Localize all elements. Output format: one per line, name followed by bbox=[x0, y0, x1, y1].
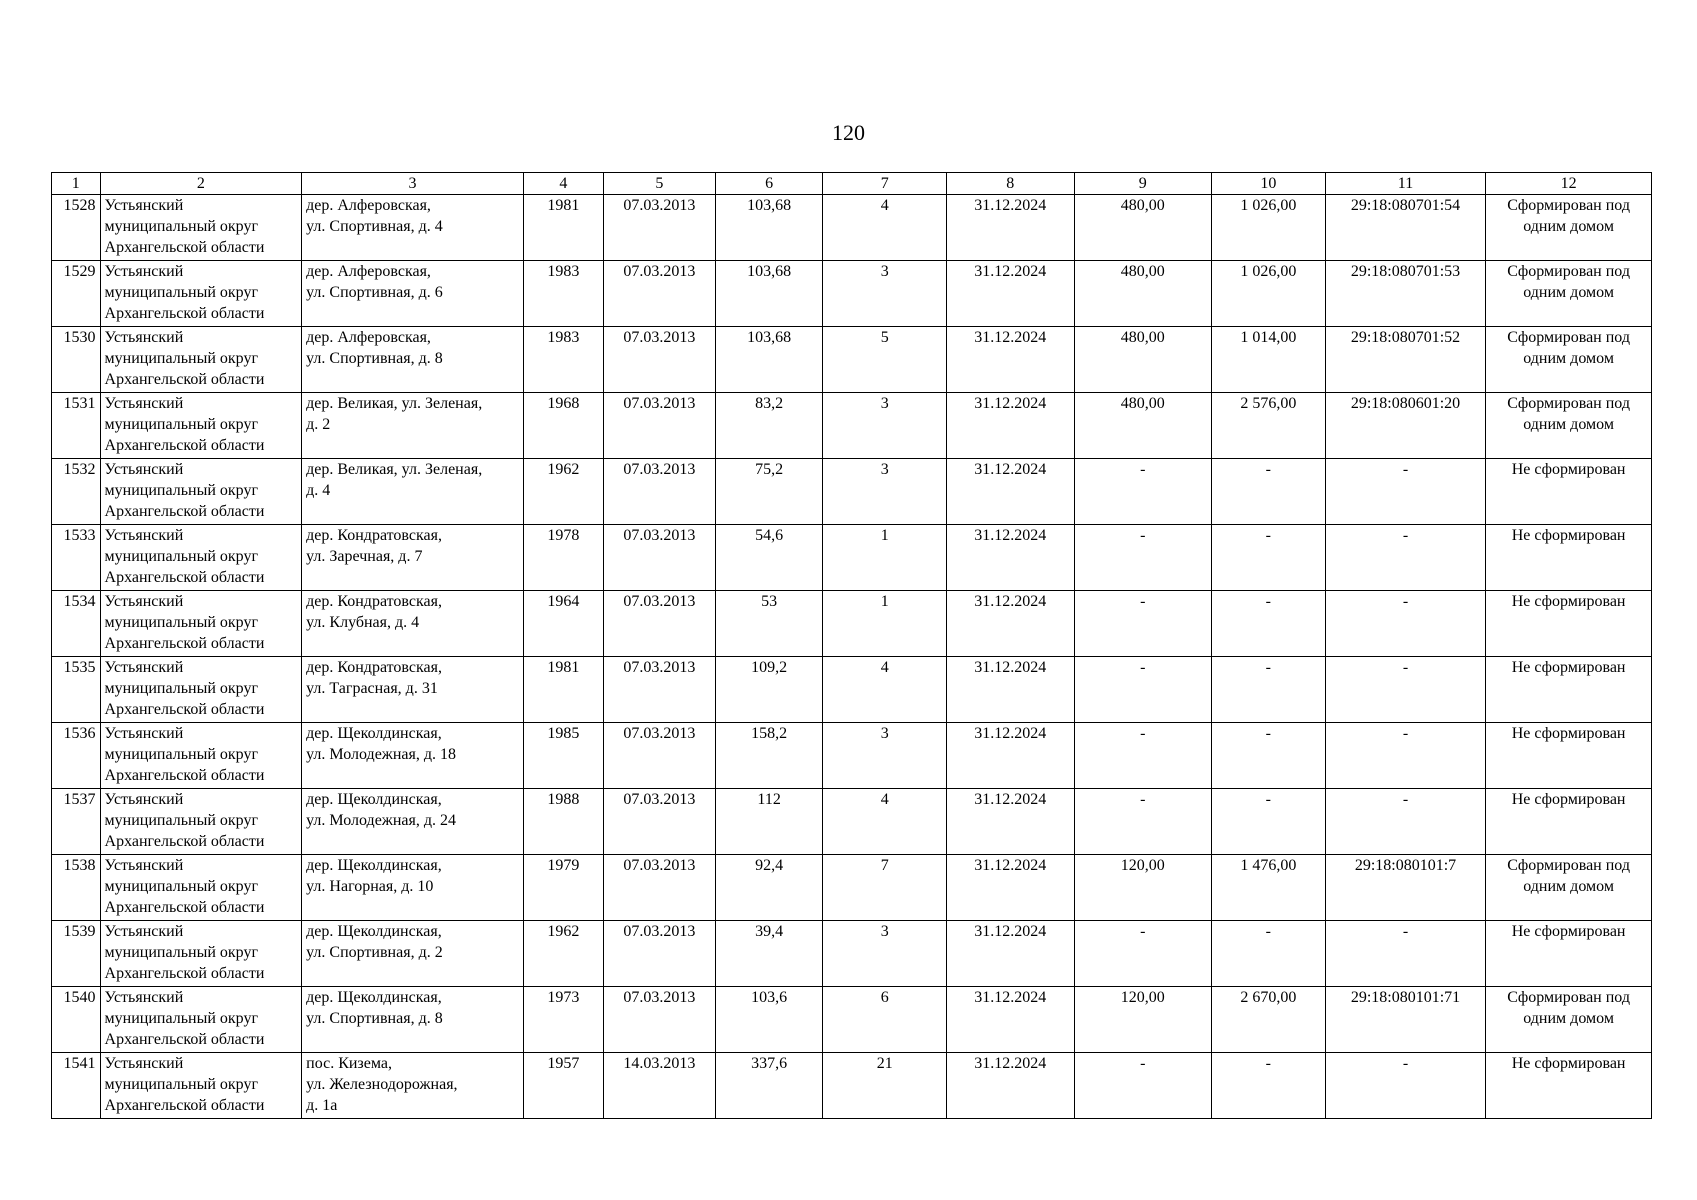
municipality-cell: Устьянский муниципальный округ Архангельской области bbox=[100, 1053, 302, 1119]
area-cell: 92,4 bbox=[715, 855, 823, 921]
status-cell: Не сформирован bbox=[1486, 789, 1652, 855]
residents-cell: 3 bbox=[823, 393, 946, 459]
area-cell: 103,6 bbox=[715, 987, 823, 1053]
land-area-cell: - bbox=[1074, 723, 1211, 789]
cadastral-number-cell: - bbox=[1325, 525, 1485, 591]
land-area-cell: - bbox=[1074, 657, 1211, 723]
date-cell: 07.03.2013 bbox=[603, 393, 715, 459]
table-row bbox=[52, 1053, 1652, 1119]
cost-cell: 1 014,00 bbox=[1211, 327, 1325, 393]
status-cell: Сформирован под одним домом bbox=[1486, 393, 1652, 459]
address-cell: дер. Алферовская, ул. Спортивная, д. 4 bbox=[302, 195, 524, 261]
date-cell: 07.03.2013 bbox=[603, 591, 715, 657]
row-number-cell: 1531 bbox=[52, 393, 101, 459]
table-row bbox=[52, 393, 1652, 459]
date-cell: 07.03.2013 bbox=[603, 327, 715, 393]
cost-cell: 1 476,00 bbox=[1211, 855, 1325, 921]
deadline-cell: 31.12.2024 bbox=[946, 789, 1074, 855]
cadastral-number-cell: - bbox=[1325, 789, 1485, 855]
deadline-cell: 31.12.2024 bbox=[946, 921, 1074, 987]
deadline-cell: 31.12.2024 bbox=[946, 393, 1074, 459]
column-header: 9 bbox=[1074, 173, 1211, 195]
deadline-cell: 31.12.2024 bbox=[946, 195, 1074, 261]
cadastral-number-cell: - bbox=[1325, 657, 1485, 723]
row-number-cell: 1534 bbox=[52, 591, 101, 657]
area-cell: 158,2 bbox=[715, 723, 823, 789]
column-header: 1 bbox=[52, 173, 101, 195]
municipality-cell: Устьянский муниципальный округ Архангельской области bbox=[100, 657, 302, 723]
row-number-cell: 1532 bbox=[52, 459, 101, 525]
deadline-cell: 31.12.2024 bbox=[946, 657, 1074, 723]
table-row bbox=[52, 987, 1652, 1053]
table-row bbox=[52, 195, 1652, 261]
row-number-cell: 1533 bbox=[52, 525, 101, 591]
area-cell: 83,2 bbox=[715, 393, 823, 459]
status-cell: Сформирован под одним домом bbox=[1486, 195, 1652, 261]
land-area-cell: - bbox=[1074, 591, 1211, 657]
column-header: 5 bbox=[603, 173, 715, 195]
table-row bbox=[52, 261, 1652, 327]
build-year-cell: 1979 bbox=[523, 855, 603, 921]
land-area-cell: 480,00 bbox=[1074, 195, 1211, 261]
residents-cell: 3 bbox=[823, 723, 946, 789]
build-year-cell: 1981 bbox=[523, 657, 603, 723]
cost-cell: - bbox=[1211, 459, 1325, 525]
table-row bbox=[52, 921, 1652, 987]
address-cell: дер. Алферовская, ул. Спортивная, д. 8 bbox=[302, 327, 524, 393]
cost-cell: 1 026,00 bbox=[1211, 261, 1325, 327]
land-area-cell: - bbox=[1074, 525, 1211, 591]
build-year-cell: 1968 bbox=[523, 393, 603, 459]
residents-cell: 3 bbox=[823, 921, 946, 987]
land-area-cell: - bbox=[1074, 789, 1211, 855]
deadline-cell: 31.12.2024 bbox=[946, 261, 1074, 327]
address-cell: дер. Щеколдинская, ул. Молодежная, д. 24 bbox=[302, 789, 524, 855]
cadastral-number-cell: 29:18:080701:52 bbox=[1325, 327, 1485, 393]
municipality-cell: Устьянский муниципальный округ Архангельской области bbox=[100, 459, 302, 525]
municipality-cell: Устьянский муниципальный округ Архангельской области bbox=[100, 789, 302, 855]
municipality-cell: Устьянский муниципальный округ Архангельской области bbox=[100, 855, 302, 921]
row-number-cell: 1535 bbox=[52, 657, 101, 723]
build-year-cell: 1964 bbox=[523, 591, 603, 657]
address-cell: дер. Щеколдинская, ул. Спортивная, д. 2 bbox=[302, 921, 524, 987]
land-area-cell: - bbox=[1074, 1053, 1211, 1119]
area-cell: 337,6 bbox=[715, 1053, 823, 1119]
municipality-cell: Устьянский муниципальный округ Архангельской области bbox=[100, 723, 302, 789]
municipality-cell: Устьянский муниципальный округ Архангельской области bbox=[100, 987, 302, 1053]
deadline-cell: 31.12.2024 bbox=[946, 1053, 1074, 1119]
address-cell: дер. Щеколдинская, ул. Спортивная, д. 8 bbox=[302, 987, 524, 1053]
column-header: 2 bbox=[100, 173, 302, 195]
registry-table-body bbox=[52, 195, 1652, 1119]
status-cell: Не сформирован bbox=[1486, 459, 1652, 525]
date-cell: 07.03.2013 bbox=[603, 987, 715, 1053]
build-year-cell: 1957 bbox=[523, 1053, 603, 1119]
municipality-cell: Устьянский муниципальный округ Архангельской области bbox=[100, 393, 302, 459]
address-cell: дер. Кондратовская, ул. Таграсная, д. 31 bbox=[302, 657, 524, 723]
row-number-cell: 1529 bbox=[52, 261, 101, 327]
address-cell: дер. Щеколдинская, ул. Молодежная, д. 18 bbox=[302, 723, 524, 789]
date-cell: 07.03.2013 bbox=[603, 855, 715, 921]
status-cell: Не сформирован bbox=[1486, 657, 1652, 723]
table-row bbox=[52, 327, 1652, 393]
municipality-cell: Устьянский муниципальный округ Архангельской области bbox=[100, 195, 302, 261]
residents-cell: 3 bbox=[823, 261, 946, 327]
cost-cell: - bbox=[1211, 789, 1325, 855]
page-number: 120 bbox=[832, 120, 865, 145]
cadastral-number-cell: 29:18:080701:54 bbox=[1325, 195, 1485, 261]
deadline-cell: 31.12.2024 bbox=[946, 855, 1074, 921]
area-cell: 109,2 bbox=[715, 657, 823, 723]
date-cell: 07.03.2013 bbox=[603, 261, 715, 327]
cost-cell: - bbox=[1211, 591, 1325, 657]
column-header: 12 bbox=[1486, 173, 1652, 195]
area-cell: 53 bbox=[715, 591, 823, 657]
row-number-cell: 1541 bbox=[52, 1053, 101, 1119]
address-cell: пос. Кизема, ул. Железнодорожная, д. 1а bbox=[302, 1053, 524, 1119]
row-number-cell: 1539 bbox=[52, 921, 101, 987]
date-cell: 07.03.2013 bbox=[603, 723, 715, 789]
build-year-cell: 1983 bbox=[523, 327, 603, 393]
deadline-cell: 31.12.2024 bbox=[946, 723, 1074, 789]
cadastral-number-cell: 29:18:080601:20 bbox=[1325, 393, 1485, 459]
build-year-cell: 1962 bbox=[523, 459, 603, 525]
table-row bbox=[52, 525, 1652, 591]
residents-cell: 1 bbox=[823, 591, 946, 657]
table-row bbox=[52, 657, 1652, 723]
deadline-cell: 31.12.2024 bbox=[946, 525, 1074, 591]
residents-cell: 3 bbox=[823, 459, 946, 525]
column-header: 7 bbox=[823, 173, 946, 195]
column-header: 3 bbox=[302, 173, 524, 195]
status-cell: Сформирован под одним домом bbox=[1486, 987, 1652, 1053]
cost-cell: - bbox=[1211, 723, 1325, 789]
residents-cell: 6 bbox=[823, 987, 946, 1053]
status-cell: Сформирован под одним домом bbox=[1486, 327, 1652, 393]
build-year-cell: 1985 bbox=[523, 723, 603, 789]
area-cell: 103,68 bbox=[715, 195, 823, 261]
row-number-cell: 1530 bbox=[52, 327, 101, 393]
residents-cell: 7 bbox=[823, 855, 946, 921]
address-cell: дер. Великая, ул. Зеленая, д. 2 bbox=[302, 393, 524, 459]
cost-cell: 2 670,00 bbox=[1211, 987, 1325, 1053]
land-area-cell: - bbox=[1074, 921, 1211, 987]
column-header: 8 bbox=[946, 173, 1074, 195]
area-cell: 39,4 bbox=[715, 921, 823, 987]
date-cell: 07.03.2013 bbox=[603, 921, 715, 987]
status-cell: Не сформирован bbox=[1486, 591, 1652, 657]
land-area-cell: 480,00 bbox=[1074, 393, 1211, 459]
area-cell: 54,6 bbox=[715, 525, 823, 591]
residents-cell: 4 bbox=[823, 195, 946, 261]
table-row bbox=[52, 591, 1652, 657]
cost-cell: - bbox=[1211, 657, 1325, 723]
deadline-cell: 31.12.2024 bbox=[946, 459, 1074, 525]
status-cell: Не сформирован bbox=[1486, 921, 1652, 987]
residents-cell: 1 bbox=[823, 525, 946, 591]
registry-table bbox=[51, 172, 1652, 1119]
build-year-cell: 1973 bbox=[523, 987, 603, 1053]
address-cell: дер. Великая, ул. Зеленая, д. 4 bbox=[302, 459, 524, 525]
address-cell: дер. Кондратовская, ул. Заречная, д. 7 bbox=[302, 525, 524, 591]
cadastral-number-cell: - bbox=[1325, 591, 1485, 657]
deadline-cell: 31.12.2024 bbox=[946, 987, 1074, 1053]
address-cell: дер. Алферовская, ул. Спортивная, д. 6 bbox=[302, 261, 524, 327]
row-number-cell: 1537 bbox=[52, 789, 101, 855]
table-row bbox=[52, 459, 1652, 525]
column-header: 10 bbox=[1211, 173, 1325, 195]
build-year-cell: 1978 bbox=[523, 525, 603, 591]
residents-cell: 4 bbox=[823, 657, 946, 723]
area-cell: 103,68 bbox=[715, 261, 823, 327]
area-cell: 75,2 bbox=[715, 459, 823, 525]
municipality-cell: Устьянский муниципальный округ Архангельской области bbox=[100, 261, 302, 327]
area-cell: 103,68 bbox=[715, 327, 823, 393]
row-number-cell: 1540 bbox=[52, 987, 101, 1053]
cost-cell: 1 026,00 bbox=[1211, 195, 1325, 261]
table-row bbox=[52, 855, 1652, 921]
deadline-cell: 31.12.2024 bbox=[946, 591, 1074, 657]
land-area-cell: 120,00 bbox=[1074, 855, 1211, 921]
table-row bbox=[52, 723, 1652, 789]
table-row bbox=[52, 789, 1652, 855]
status-cell: Не сформирован bbox=[1486, 1053, 1652, 1119]
column-header: 4 bbox=[523, 173, 603, 195]
date-cell: 07.03.2013 bbox=[603, 195, 715, 261]
area-cell: 112 bbox=[715, 789, 823, 855]
address-cell: дер. Щеколдинская, ул. Нагорная, д. 10 bbox=[302, 855, 524, 921]
date-cell: 07.03.2013 bbox=[603, 459, 715, 525]
row-number-cell: 1536 bbox=[52, 723, 101, 789]
date-cell: 07.03.2013 bbox=[603, 525, 715, 591]
status-cell: Сформирован под одним домом bbox=[1486, 855, 1652, 921]
municipality-cell: Устьянский муниципальный округ Архангельской области bbox=[100, 525, 302, 591]
build-year-cell: 1962 bbox=[523, 921, 603, 987]
date-cell: 07.03.2013 bbox=[603, 789, 715, 855]
land-area-cell: - bbox=[1074, 459, 1211, 525]
cadastral-number-cell: 29:18:080101:71 bbox=[1325, 987, 1485, 1053]
cadastral-number-cell: 29:18:080701:53 bbox=[1325, 261, 1485, 327]
build-year-cell: 1981 bbox=[523, 195, 603, 261]
column-header: 11 bbox=[1325, 173, 1485, 195]
date-cell: 14.03.2013 bbox=[603, 1053, 715, 1119]
municipality-cell: Устьянский муниципальный округ Архангельской области bbox=[100, 327, 302, 393]
cadastral-number-cell: - bbox=[1325, 921, 1485, 987]
land-area-cell: 480,00 bbox=[1074, 327, 1211, 393]
cost-cell: - bbox=[1211, 1053, 1325, 1119]
municipality-cell: Устьянский муниципальный округ Архангельской области bbox=[100, 921, 302, 987]
column-header: 6 bbox=[715, 173, 823, 195]
cost-cell: - bbox=[1211, 921, 1325, 987]
residents-cell: 21 bbox=[823, 1053, 946, 1119]
row-number-cell: 1528 bbox=[52, 195, 101, 261]
land-area-cell: 120,00 bbox=[1074, 987, 1211, 1053]
column-number-header-row bbox=[52, 173, 1652, 195]
build-year-cell: 1988 bbox=[523, 789, 603, 855]
date-cell: 07.03.2013 bbox=[603, 657, 715, 723]
municipality-cell: Устьянский муниципальный округ Архангельской области bbox=[100, 591, 302, 657]
status-cell: Не сформирован bbox=[1486, 525, 1652, 591]
build-year-cell: 1983 bbox=[523, 261, 603, 327]
cadastral-number-cell: - bbox=[1325, 1053, 1485, 1119]
deadline-cell: 31.12.2024 bbox=[946, 327, 1074, 393]
residents-cell: 5 bbox=[823, 327, 946, 393]
cost-cell: - bbox=[1211, 525, 1325, 591]
row-number-cell: 1538 bbox=[52, 855, 101, 921]
cadastral-number-cell: - bbox=[1325, 459, 1485, 525]
cadastral-number-cell: 29:18:080101:7 bbox=[1325, 855, 1485, 921]
cadastral-number-cell: - bbox=[1325, 723, 1485, 789]
cost-cell: 2 576,00 bbox=[1211, 393, 1325, 459]
residents-cell: 4 bbox=[823, 789, 946, 855]
status-cell: Не сформирован bbox=[1486, 723, 1652, 789]
address-cell: дер. Кондратовская, ул. Клубная, д. 4 bbox=[302, 591, 524, 657]
land-area-cell: 480,00 bbox=[1074, 261, 1211, 327]
status-cell: Сформирован под одним домом bbox=[1486, 261, 1652, 327]
